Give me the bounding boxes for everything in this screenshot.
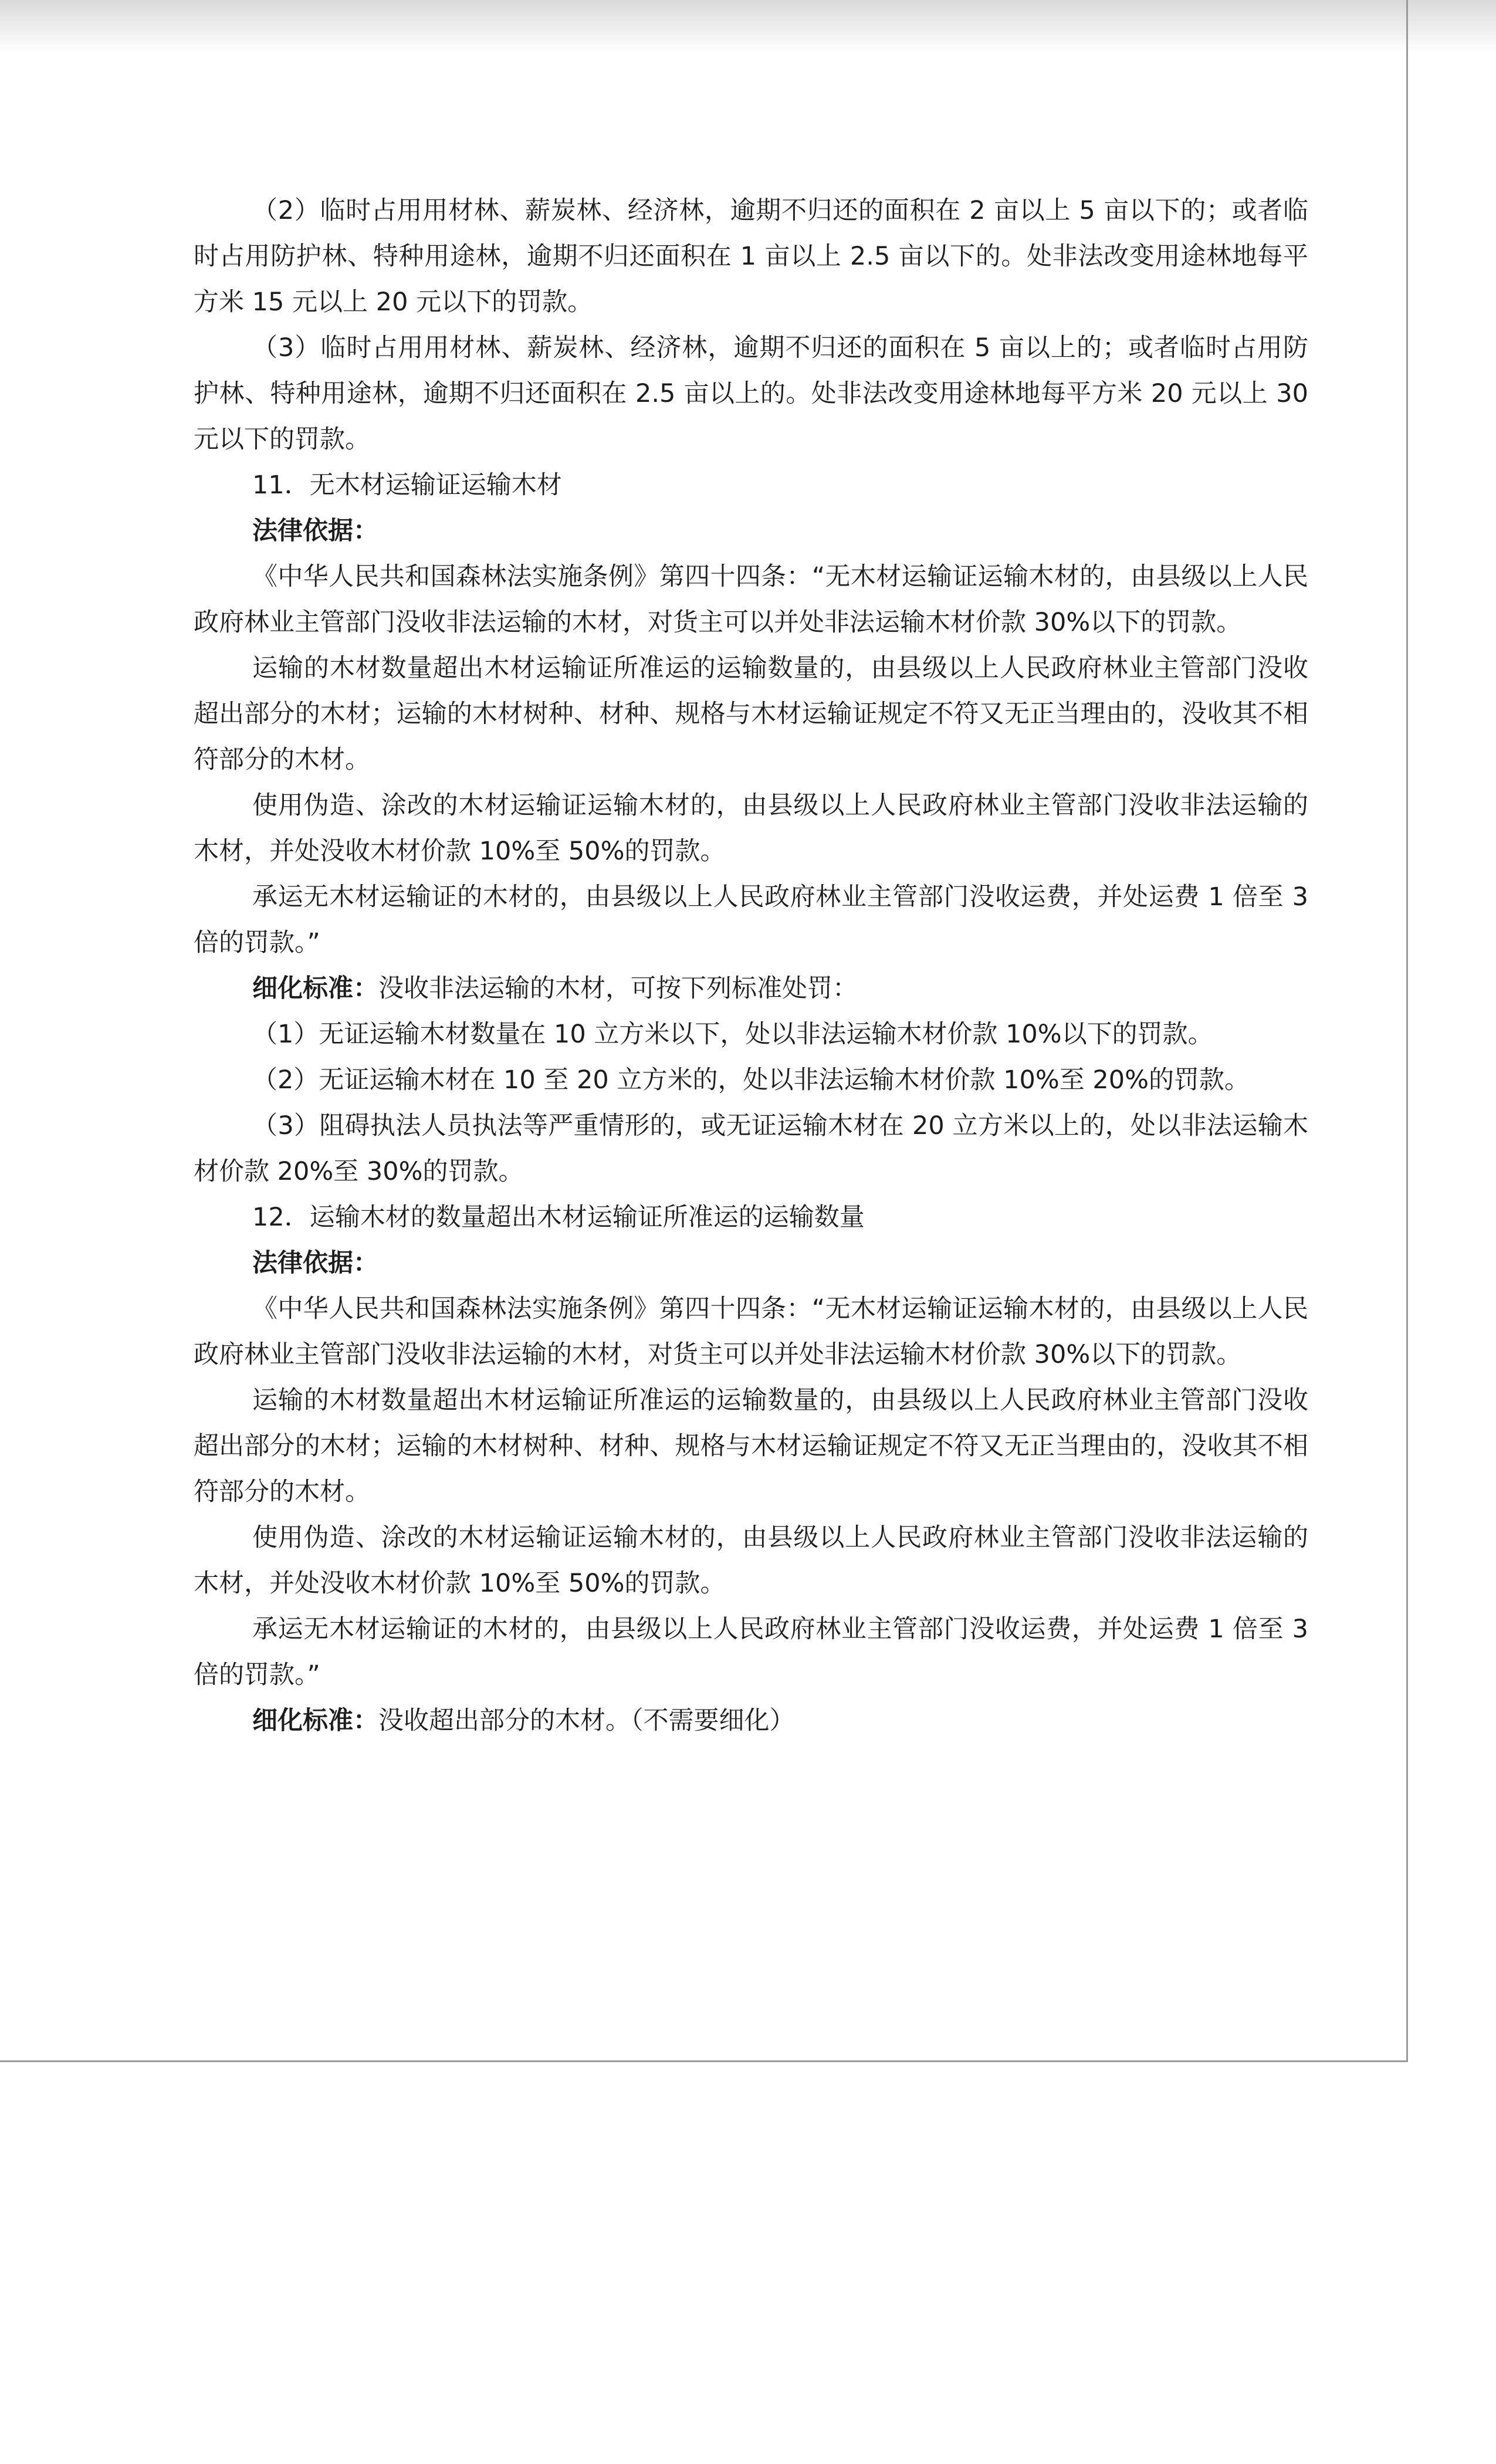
- detail-standard-label: 细化标准：: [252, 974, 378, 1003]
- detail-standard-text: 没收超出部分的木材。（不需要细化）: [378, 1706, 795, 1735]
- document-body: [194, 188, 1308, 1744]
- standard-item-3: （3）阻碍执法人员执法等严重情形的，或无证运输木材在 20 立方米以上的，处以非法运输木材价款 20%至 30%的罚款。: [194, 1111, 1308, 1186]
- legal-basis-label: 法律依据：: [252, 1248, 378, 1278]
- section-12-heading: 12．运输木材的数量超出木材运输证所准运的运输数量: [252, 1203, 865, 1232]
- detail-standard-text: 没收非法运输的木材，可按下列标准处罚：: [378, 974, 858, 1003]
- legal-basis-label-11: [194, 508, 1308, 554]
- detail-standard-12: [194, 1698, 1308, 1744]
- law-quote-12-para-4: 承运无木材运输证的木材的，由县级以上人民政府林业主管部门没收运费，并处运费 1 倍至 3 倍的罚款。”: [194, 1615, 1308, 1690]
- law-quote-12-para-2: 运输的木材数量超出木材运输证所准运的运输数量的，由县级以上人民政府林业主管部门没收超出部分的木材；运输的木材树种、材种、规格与木材运输证规定不符又无正当理由的，没收其不相符部分的木材。: [194, 1386, 1308, 1507]
- section-11-heading: 11．无木材运输证运输木材: [252, 471, 562, 500]
- standard-item-1: （1）无证运输木材数量在 10 立方米以下，处以非法运输木材价款 10%以下的罚款。: [252, 1020, 1213, 1049]
- detail-standard-11: [194, 966, 1308, 1011]
- detail-standard-label: 细化标准：: [252, 1706, 378, 1735]
- law-quote-12-para-3: 使用伪造、涂改的木材运输证运输木材的，由县级以上人民政府林业主管部门没收非法运输的木材，并处没收木材价款 10%至 50%的罚款。: [194, 1523, 1308, 1598]
- law-quote-11-para-1: 《中华人民共和国森林法实施条例》第四十四条：“无木材运输证运输木材的，由县级以上人民政府林业主管部门没收非法运输的木材，对货主可以并处非法运输木材价款 30%以下的罚款。: [194, 562, 1308, 637]
- law-quote-11-para-4: 承运无木材运输证的木材的，由县级以上人民政府林业主管部门没收运费，并处运费 1 倍至 3 倍的罚款。”: [194, 882, 1308, 957]
- item-2-temporary-occupation: （2）临时占用用材林、薪炭林、经济林，逾期不归还的面积在 2 亩以上 5 亩以下的；或者临时占用防护林、特种用途林，逾期不归还面积在 1 亩以上 2.5 亩以下的。处非法改变用途林地每平方米 15 元以上 20 元以下的罚款。: [194, 196, 1308, 317]
- standard-item-2: （2）无证运输木材在 10 至 20 立方米的，处以非法运输木材价款 10%至 20%的罚款。: [252, 1065, 1250, 1095]
- legal-basis-label: 法律依据：: [252, 516, 378, 546]
- legal-basis-label-12: [194, 1240, 1308, 1286]
- item-3-temporary-occupation: （3）临时占用用材林、薪炭林、经济林，逾期不归还的面积在 5 亩以上的；或者临时占用防护林、特种用途林，逾期不归还面积在 2.5 亩以上的。处非法改变用途林地每平方米 20 元以上 30 元以下的罚款。: [194, 333, 1308, 454]
- law-quote-12-para-1: 《中华人民共和国森林法实施条例》第四十四条：“无木材运输证运输木材的，由县级以上人民政府林业主管部门没收非法运输的木材，对货主可以并处非法运输木材价款 30%以下的罚款。: [194, 1294, 1308, 1369]
- law-quote-11-para-2: 运输的木材数量超出木材运输证所准运的运输数量的，由县级以上人民政府林业主管部门没收超出部分的木材；运输的木材树种、材种、规格与木材运输证规定不符又无正当理由的，没收其不相符部分的木材。: [194, 654, 1308, 774]
- law-quote-11-para-3: 使用伪造、涂改的木材运输证运输木材的，由县级以上人民政府林业主管部门没收非法运输的木材，并处没收木材价款 10%至 50%的罚款。: [194, 791, 1308, 866]
